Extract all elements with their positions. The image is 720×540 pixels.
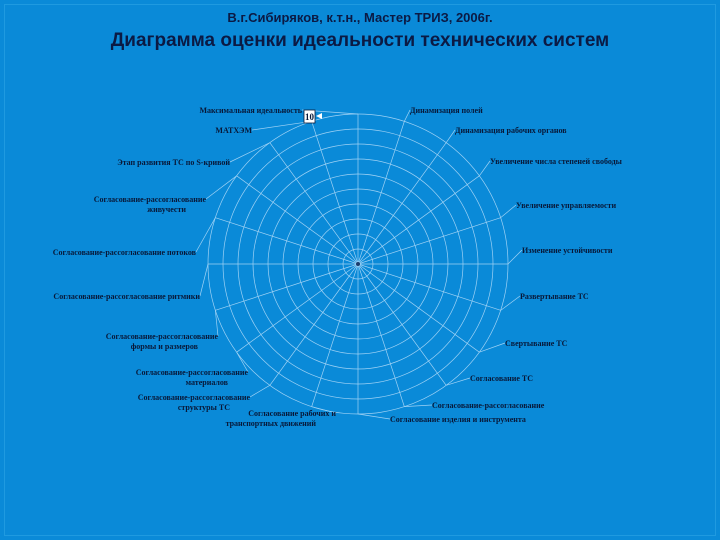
axis-connector [479,343,505,352]
axis-connector [230,143,270,162]
axis-label: Согласование-рассогласование живучести [93,195,206,214]
axis-label: Согласование изделия и инструмента [390,415,526,424]
axis-label: Согласование-рассогласование структуры ТС [137,393,250,412]
axis-label: МАТХЭМ [215,126,252,135]
axis-spoke [237,264,358,352]
axis-label: Согласование-рассогласование ритмики [53,292,200,301]
axis-label: Этап развития ТС по S-кривой [117,158,230,167]
axis-spoke [358,143,446,264]
axis-label: Согласование-рассогласование материалов [135,368,248,387]
axis-spoke [270,264,358,385]
axis-labels [53,106,623,428]
axis-label: Согласование-рассогласование [432,401,545,410]
scale-marker [304,110,322,123]
axis-label: Развертывание ТС [520,292,589,301]
axis-connector [479,161,490,176]
axis-connector [252,121,312,130]
axis-label: Максимальная идеальность [199,106,302,115]
axis-label: Увеличение управляемости [516,201,617,210]
radar-center [356,262,360,266]
axis-spoke [358,176,479,264]
axis-label: Согласование-рассогласование потоков [52,248,196,257]
scale-marker-label: 10 [305,112,314,122]
axis-label: Динамизация рабочих органов [455,126,567,135]
axis-spoke [358,264,446,385]
axis-label: Изменение устойчивости [522,246,613,255]
axis-connector [358,414,390,419]
axis-label: Согласование рабочих и транспортных движений [225,409,336,428]
axis-label: Увеличение числа степеней свободы [490,157,622,166]
axis-connector [501,205,516,218]
axis-connector [508,250,522,264]
axis-connector [501,296,520,310]
axis-connector [250,385,270,397]
axis-spoke [270,143,358,264]
axis-label: Согласование-рассогласование формы и размеров [105,332,218,351]
axis-connector [206,176,237,199]
axis-connector [200,264,208,296]
axis-connector [446,130,455,143]
axis-connector [446,378,470,385]
axis-label: Согласование ТС [470,374,534,383]
axis-label: Динамизация полей [410,106,483,115]
axis-label: Свертывание ТС [505,339,568,348]
scale-marker-arrow [316,113,322,119]
axis-spoke [358,264,479,352]
axis-spoke [237,176,358,264]
axis-connector [196,218,215,252]
page-title: Диаграмма оценки идеальности технических систем [110,30,610,51]
author-line: В.г.Сибиряков, к.т.н., Мастер ТРИЗ, 2006г. [227,10,493,25]
